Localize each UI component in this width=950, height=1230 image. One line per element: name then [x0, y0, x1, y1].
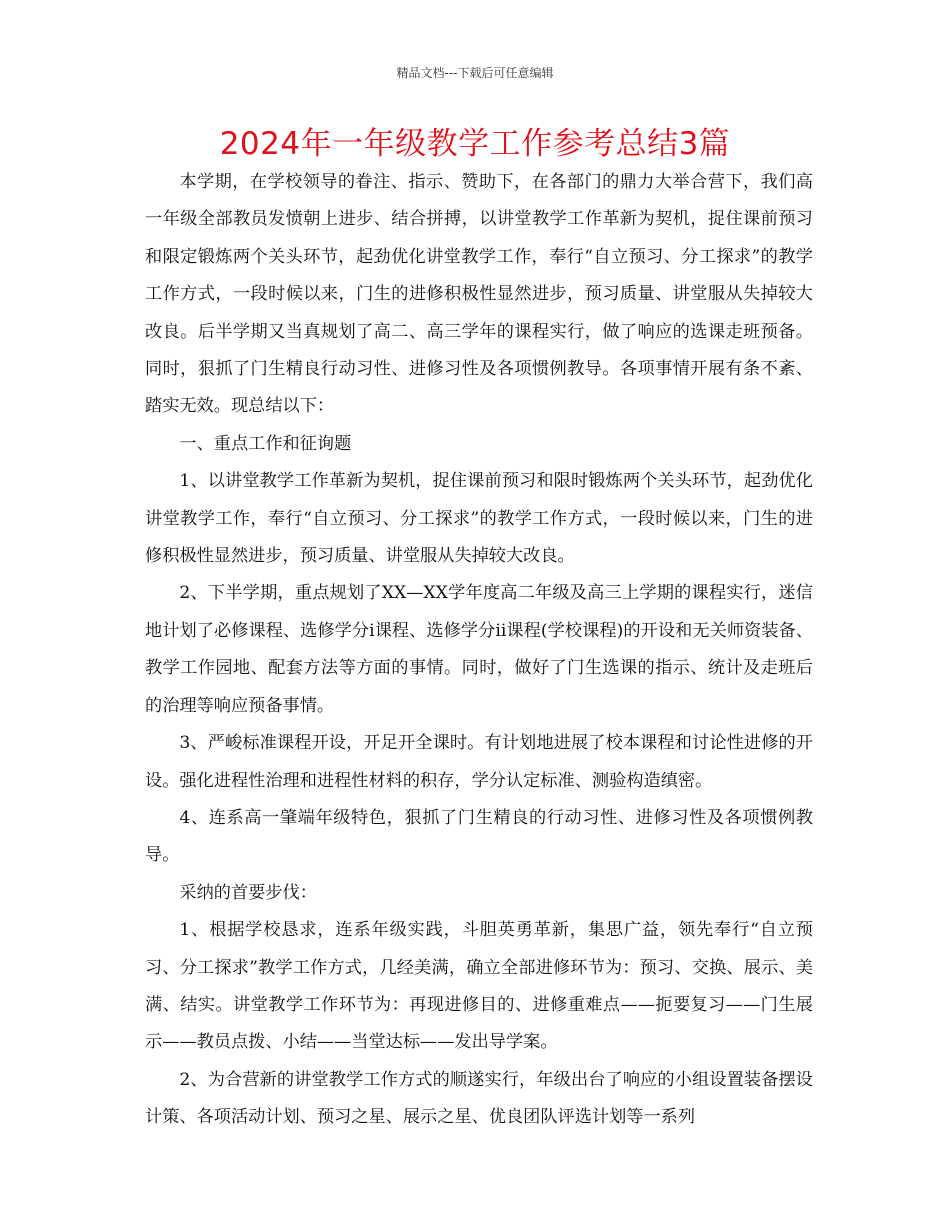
document-body	[145, 164, 813, 1137]
section-heading: 一、重点工作和征询题	[179, 433, 352, 454]
subheading-measures: 采纳的首要步伐：	[179, 882, 317, 903]
header-note: 精品文档---下载后可任意编辑	[396, 66, 554, 80]
paragraph-intro: 本学期，在学校领导的眷注、指示、赞助下，在各部门的鼎力大举合营下，我们高一年级全部教员发愤朝上进步、结合拼搏，以讲堂教学工作革新为契机，捉住课前预习和限定锻炼两个关头环节，起劲优化讲堂教学工作，奉行“自立预习、分工探求”的教学工作方式，一段时候以来，门生的进修积极性显然进步，预习质量、讲堂服从失掉较大改良。后半学期又当真规划了高二、高三学年的课程实行，做了响应的选课走班预备。同时，狠抓了门生精良行动习性、进修习性及各项惯例教导。各项事情开展有条不紊、踏实无效。现总结以下：	[145, 172, 813, 417]
paragraph-measure-1: 1、根据学校恳求，连系年级实践，斗胆英勇革新，集思广益，领先奉行“自立预习、分工探求”教学工作方式，几经美满，确立全部进修环节为：预习、交换、展示、美满、结实。讲堂教学工作环节为：再现进修目的、进修重难点——扼要复习——门生展示——教员点拨、小结——当堂达标——发出导学案。	[145, 920, 813, 1053]
paragraph-item-2: 2、下半学期，重点规划了XX—XX学年度高二年级及高三上学期的课程实行，迷信地计划了必修课程、选修学分ⅰ课程、选修学分ⅱ课程(学校课程)的开设和无关师资装备、教学工作园地、配套方法等方面的事情。同时，做好了门生选课的指示、统计及走班后的治理等响应预备事情。	[145, 583, 813, 716]
paragraph-measure-2: 2、为合营新的讲堂教学工作方式的顺遂实行，年级出台了响应的小组设置装备摆设计策、各项活动计划、预习之星、展示之星、优良团队评选计划等一系列	[145, 1069, 813, 1128]
paragraph-item-4: 4、连系高一肇端年级特色，狠抓了门生精良的行动习性、进修习性及各项惯例教导。	[145, 807, 813, 866]
paragraph-item-3: 3、严峻标准课程开设，开足开全课时。有计划地进展了校本课程和讨论性进修的开设。强化进程性治理和进程性材料的积存，学分认定标准、测验构造缜密。	[145, 733, 813, 791]
paragraph-item-1: 1、以讲堂教学工作革新为契机，捉住课前预习和限时锻炼两个关头环节，起劲优化讲堂教学工作，奉行“自立预习、分工探求”的教学工作方式，一段时候以来，门生的进修积极性显然进步，预习质量、讲堂服从失掉较大改良。	[145, 471, 813, 567]
document-title: 2024年一年级教学工作参考总结3篇	[219, 126, 731, 162]
